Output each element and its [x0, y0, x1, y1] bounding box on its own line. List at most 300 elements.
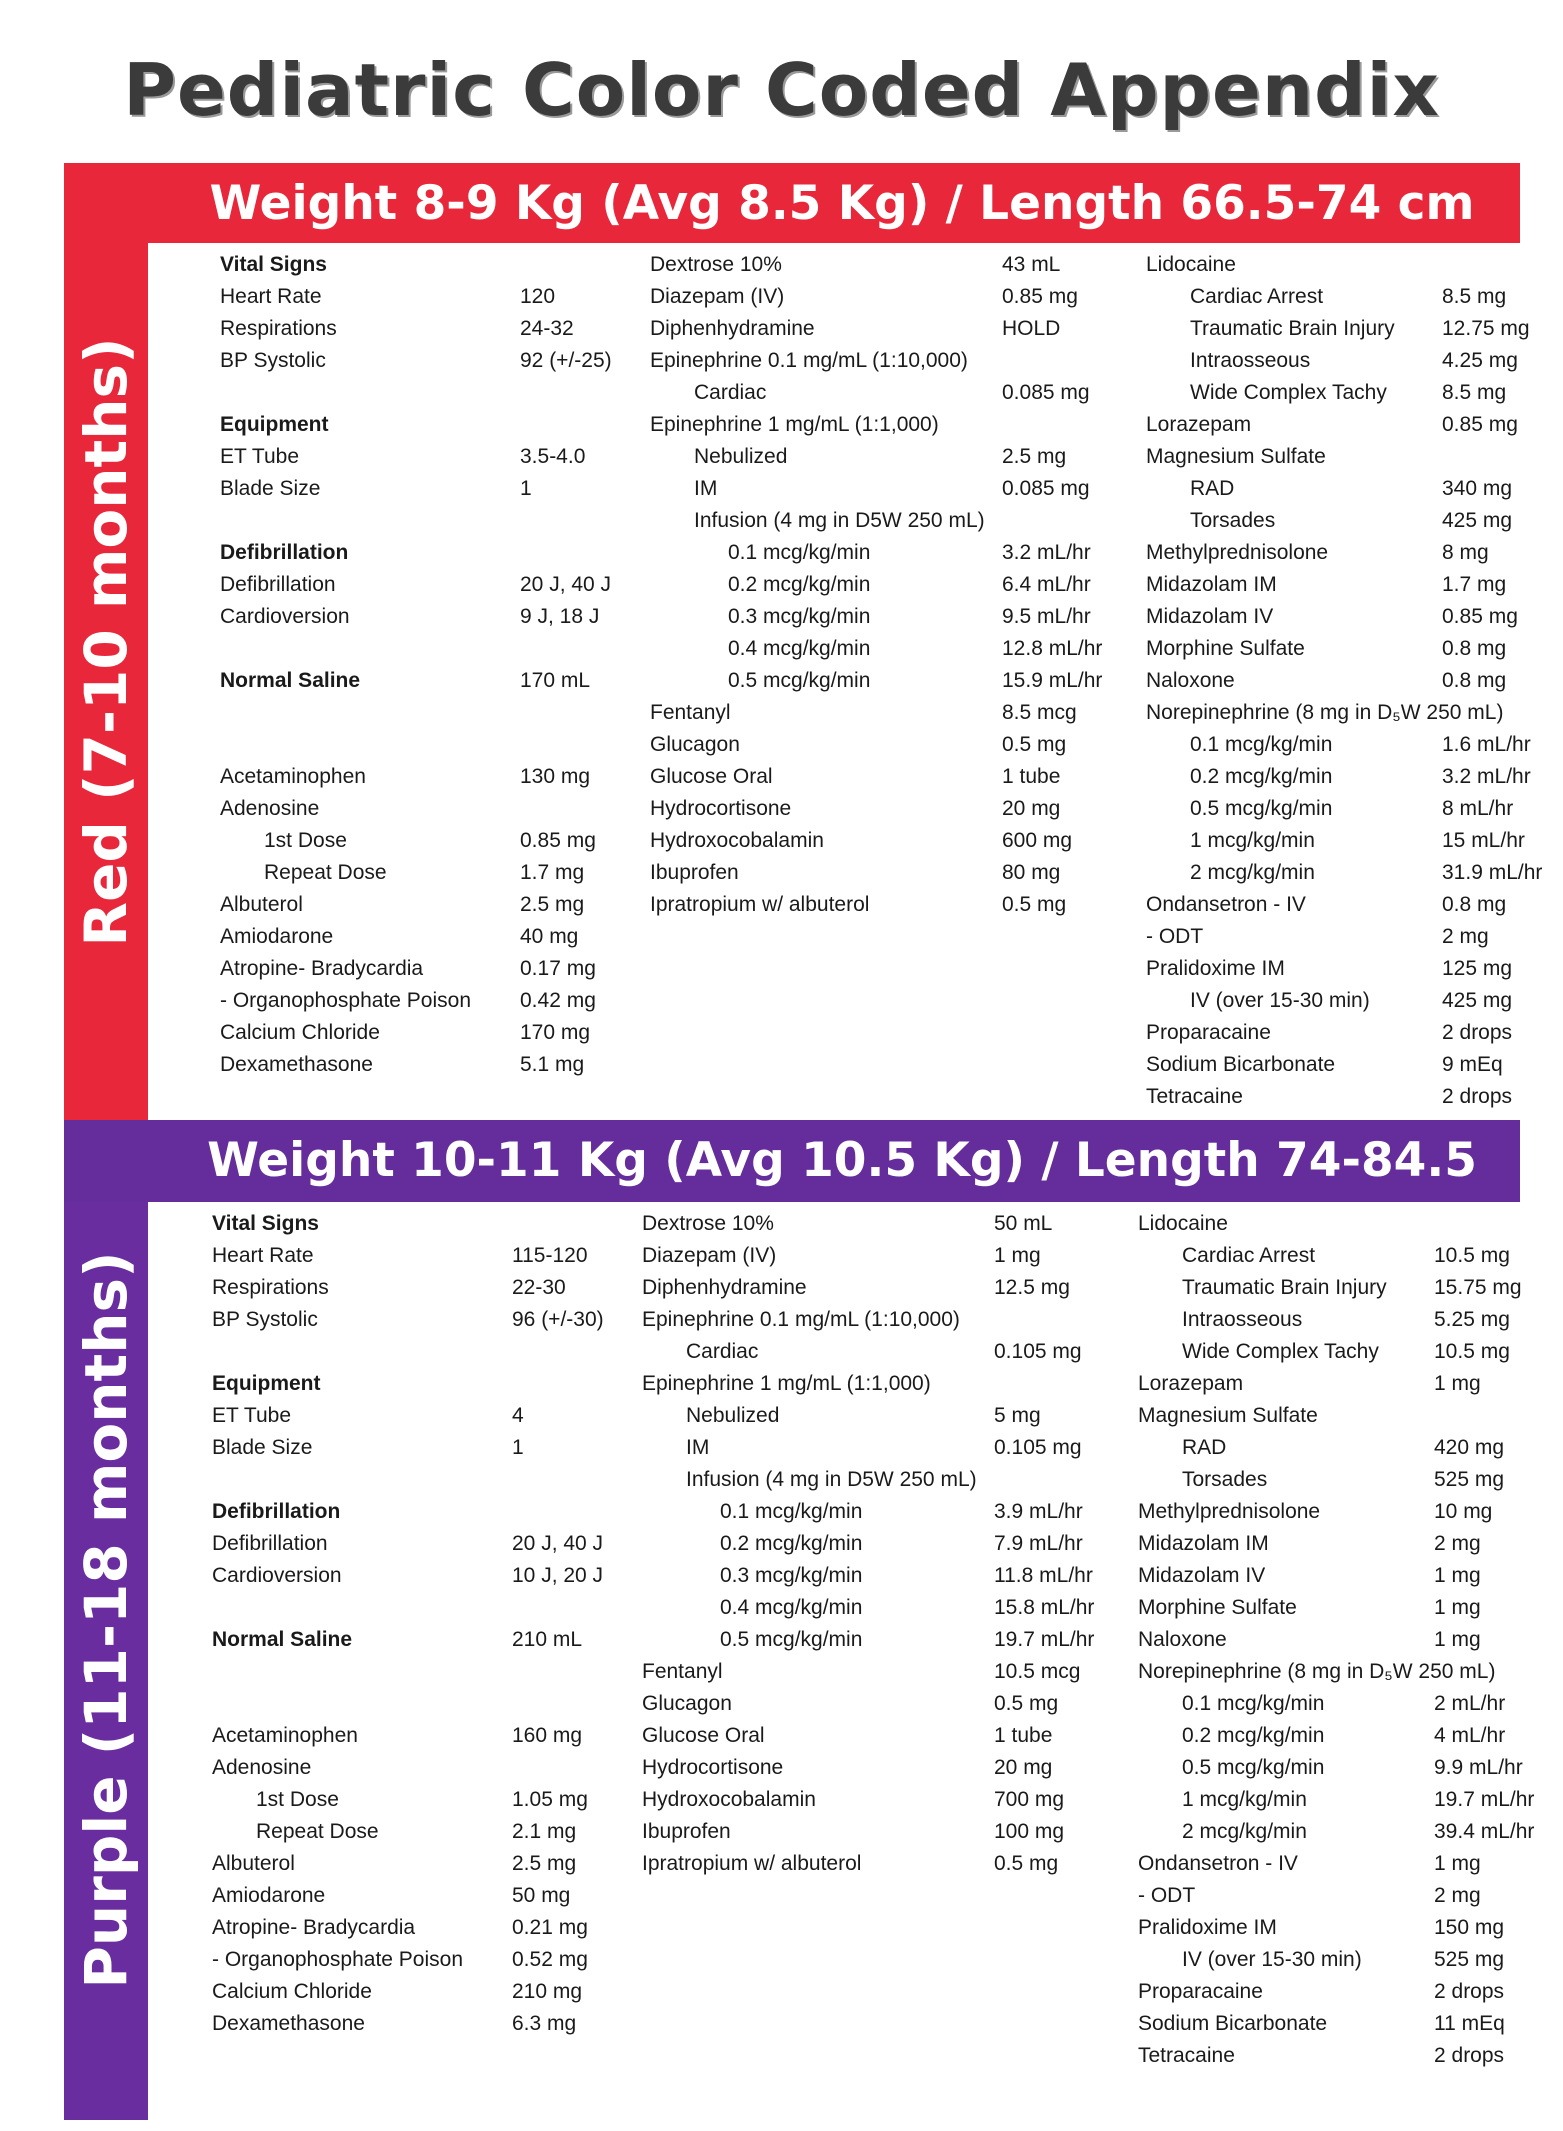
row-value: 2 drops — [1434, 1980, 1505, 2003]
row-value: 20 mg — [1002, 797, 1061, 820]
row-label: Vital Signs — [212, 1212, 319, 1235]
table-row — [220, 985, 640, 1017]
page-title: Pediatric Color Coded Appendix — [123, 48, 1440, 132]
row-label: Adenosine — [220, 797, 320, 820]
table-row — [212, 1432, 632, 1464]
row-label: Calcium Chloride — [220, 1021, 380, 1044]
row-label: Infusion (4 mg in D5W 250 mL) — [694, 509, 985, 532]
row-label: 0.5 mcg/kg/min — [720, 1628, 863, 1651]
section-purple — [64, 1120, 1535, 2120]
table-row — [1138, 1816, 1563, 1848]
table-row — [642, 1528, 1132, 1560]
table-row — [1138, 1656, 1563, 1688]
table-row — [650, 441, 1140, 473]
row-label: Defibrillation — [212, 1532, 328, 1555]
row-label: Cardioversion — [212, 1564, 342, 1587]
row-label: Respirations — [212, 1276, 329, 1299]
row-label: 0.5 mcg/kg/min — [1190, 797, 1333, 820]
row-value: 1.7 mg — [520, 861, 585, 884]
row-label: Traumatic Brain Injury — [1182, 1276, 1387, 1299]
row-value: 1 tube — [1002, 765, 1061, 788]
row-value: 0.85 mg — [1442, 413, 1518, 436]
row-value: 31.9 mL/hr — [1442, 861, 1543, 884]
row-label: Acetaminophen — [212, 1724, 358, 1747]
row-value: 0.5 mg — [994, 1692, 1059, 1715]
row-label: Lorazepam — [1146, 413, 1252, 436]
table-row — [642, 1496, 1132, 1528]
row-value: 1.05 mg — [512, 1788, 588, 1811]
row-value: 100 mg — [994, 1820, 1065, 1843]
table-row — [1146, 505, 1563, 537]
row-value: 1 — [512, 1436, 524, 1459]
row-value: 0.8 mg — [1442, 637, 1507, 660]
row-value: 1 mg — [1434, 1564, 1481, 1587]
header-bar — [64, 1120, 1520, 1202]
row-label: Equipment — [220, 413, 329, 436]
table-row — [220, 441, 640, 473]
table-row — [212, 1400, 632, 1432]
table-row — [1146, 1049, 1563, 1081]
row-label: Ondansetron - IV — [1138, 1852, 1298, 1875]
table-row — [1146, 1017, 1563, 1049]
column-1 — [220, 249, 640, 1081]
row-label: Epinephrine 0.1 mg/mL (1:10,000) — [650, 349, 968, 372]
table-row — [220, 889, 640, 921]
row-label: Magnesium Sulfate — [1138, 1404, 1318, 1427]
table-row — [1138, 1912, 1563, 1944]
side-bar — [64, 163, 148, 1120]
row-value: 125 mg — [1442, 957, 1513, 980]
row-label: Dextrose 10% — [650, 253, 782, 276]
row-value: 15.8 mL/hr — [994, 1596, 1095, 1619]
row-label: Lorazepam — [1138, 1372, 1244, 1395]
row-value: 20 mg — [994, 1756, 1053, 1779]
table-row — [220, 633, 640, 665]
row-label: Lidocaine — [1138, 1212, 1228, 1235]
table-row — [212, 1496, 632, 1528]
table-row — [212, 1816, 632, 1848]
row-label: Methylprednisolone — [1138, 1500, 1321, 1523]
table-row — [642, 1656, 1132, 1688]
table-row — [650, 825, 1140, 857]
row-label: 0.2 mcg/kg/min — [728, 573, 871, 596]
row-label: Hydrocortisone — [650, 797, 792, 820]
row-value: 0.5 mg — [994, 1852, 1059, 1875]
table-row — [212, 1624, 632, 1656]
table-row — [1146, 473, 1563, 505]
dose-table — [148, 1202, 1535, 2120]
row-label: Midazolam IM — [1146, 573, 1277, 596]
row-value: 15 mL/hr — [1442, 829, 1525, 852]
row-label: Nebulized — [686, 1404, 780, 1427]
row-label: Diazepam (IV) — [650, 285, 785, 308]
row-label: 0.1 mcg/kg/min — [1190, 733, 1333, 756]
table-row — [220, 473, 640, 505]
column-3 — [1138, 1208, 1563, 2072]
row-value: 80 mg — [1002, 861, 1061, 884]
row-label: Cardiac — [686, 1340, 759, 1363]
row-value: 115-120 — [512, 1244, 588, 1267]
table-row — [1146, 569, 1563, 601]
table-row — [650, 857, 1140, 889]
row-value: 210 mL — [512, 1628, 583, 1651]
row-label: Diphenhydramine — [642, 1276, 807, 1299]
row-value: 50 mg — [512, 1884, 571, 1907]
table-row — [1138, 2040, 1563, 2072]
row-value: 3.5-4.0 — [520, 445, 586, 468]
column-2 — [650, 249, 1140, 921]
table-row — [1138, 1368, 1563, 1400]
row-label: IV (over 15-30 min) — [1190, 989, 1370, 1012]
table-row — [220, 601, 640, 633]
row-label: Dextrose 10% — [642, 1212, 774, 1235]
table-row — [1146, 409, 1563, 441]
row-label: 0.1 mcg/kg/min — [1182, 1692, 1325, 1715]
row-value: 20 J, 40 J — [520, 573, 612, 596]
row-label: Midazolam IV — [1138, 1564, 1266, 1587]
row-label: Torsades — [1190, 509, 1276, 532]
table-row — [1146, 665, 1563, 697]
table-row — [650, 601, 1140, 633]
row-label: Fentanyl — [650, 701, 731, 724]
row-value: 4 — [512, 1404, 524, 1427]
row-value: 10 mg — [1434, 1500, 1493, 1523]
row-value: 22-30 — [512, 1276, 566, 1299]
row-label: Sodium Bicarbonate — [1138, 2012, 1328, 2035]
row-label: Cardiac Arrest — [1182, 1244, 1316, 1267]
table-row — [1146, 377, 1563, 409]
row-value: 92 (+/-25) — [520, 349, 612, 372]
row-label: Adenosine — [212, 1756, 312, 1779]
table-row — [650, 281, 1140, 313]
row-label: RAD — [1182, 1436, 1227, 1459]
row-label: Blade Size — [212, 1436, 313, 1459]
table-row — [642, 1784, 1132, 1816]
table-row — [1138, 1720, 1563, 1752]
row-label: ET Tube — [212, 1404, 291, 1427]
row-label: Dexamethasone — [212, 2012, 365, 2035]
row-value: 5.25 mg — [1434, 1308, 1510, 1331]
row-value: 5.1 mg — [520, 1053, 585, 1076]
table-row — [650, 345, 1140, 377]
table-row — [212, 1752, 632, 1784]
row-value: 1 mg — [1434, 1372, 1481, 1395]
table-row — [220, 953, 640, 985]
row-value: 2.5 mg — [1002, 445, 1067, 468]
row-label: Tetracaine — [1138, 2044, 1235, 2067]
row-label: Infusion (4 mg in D5W 250 mL) — [686, 1468, 977, 1491]
table-row — [642, 1816, 1132, 1848]
table-row — [1146, 985, 1563, 1017]
row-label: Midazolam IM — [1138, 1532, 1269, 1555]
table-row — [1146, 857, 1563, 889]
row-label: Diphenhydramine — [650, 317, 815, 340]
row-value: 2 mL/hr — [1434, 1692, 1506, 1715]
row-label: - Organophosphate Poison — [212, 1948, 464, 1971]
table-row — [1146, 537, 1563, 569]
table-row — [650, 409, 1140, 441]
table-row — [1138, 1976, 1563, 2008]
table-row — [642, 1240, 1132, 1272]
table-row — [642, 1464, 1132, 1496]
table-row — [212, 1880, 632, 1912]
table-row — [1146, 729, 1563, 761]
table-row — [1138, 1208, 1563, 1240]
row-value: 2 drops — [1442, 1085, 1513, 1108]
column-3 — [1146, 249, 1563, 1113]
row-label: 0.2 mcg/kg/min — [1182, 1724, 1325, 1747]
table-row — [1146, 281, 1563, 313]
row-label: Atropine- Bradycardia — [212, 1916, 416, 1939]
row-value: 9 mEq — [1442, 1053, 1503, 1076]
row-value: 1 mg — [994, 1244, 1041, 1267]
table-row — [1138, 1560, 1563, 1592]
row-value: 4 mL/hr — [1434, 1724, 1506, 1747]
table-row — [1146, 793, 1563, 825]
table-row — [220, 825, 640, 857]
row-value: 0.8 mg — [1442, 893, 1507, 916]
table-row — [212, 1912, 632, 1944]
row-label: IM — [694, 477, 718, 500]
row-label: Defibrillation — [220, 541, 349, 564]
row-value: 3.2 mL/hr — [1002, 541, 1091, 564]
table-row — [212, 2008, 632, 2040]
row-value: 39.4 mL/hr — [1434, 1820, 1535, 1843]
row-label: Hydroxocobalamin — [642, 1788, 816, 1811]
row-label: Equipment — [212, 1372, 321, 1395]
table-row — [1146, 761, 1563, 793]
table-row — [1146, 825, 1563, 857]
table-row — [1146, 601, 1563, 633]
row-value: 10.5 mg — [1434, 1340, 1510, 1363]
row-label: Ibuprofen — [650, 861, 739, 884]
row-value: 1 mg — [1434, 1852, 1481, 1875]
row-value: 2 drops — [1442, 1021, 1513, 1044]
side-label: Red (7-10 months) — [72, 336, 140, 947]
row-value: 0.21 mg — [512, 1916, 588, 1939]
table-row — [1146, 633, 1563, 665]
column-2 — [642, 1208, 1132, 1880]
row-value: 96 (+/-30) — [512, 1308, 604, 1331]
table-row — [220, 569, 640, 601]
row-value: 0.5 mg — [1002, 893, 1067, 916]
row-label: Diazepam (IV) — [642, 1244, 777, 1267]
row-label: Wide Complex Tachy — [1182, 1340, 1379, 1363]
table-row — [650, 537, 1140, 569]
table-row — [650, 633, 1140, 665]
row-label: Albuterol — [212, 1852, 295, 1875]
row-value: 2 mg — [1442, 925, 1489, 948]
dose-table — [148, 243, 1543, 1120]
row-value: 525 mg — [1434, 1468, 1505, 1491]
table-row — [650, 793, 1140, 825]
table-row — [650, 665, 1140, 697]
row-label: Pralidoxime IM — [1146, 957, 1285, 980]
row-label: Methylprednisolone — [1146, 541, 1329, 564]
table-row — [642, 1272, 1132, 1304]
row-label: Lidocaine — [1146, 253, 1236, 276]
row-value: 2 mg — [1434, 1884, 1481, 1907]
row-label: 1st Dose — [264, 829, 347, 852]
row-label: 0.4 mcg/kg/min — [728, 637, 871, 660]
row-label: 0.3 mcg/kg/min — [720, 1564, 863, 1587]
row-value: 150 mg — [1434, 1916, 1505, 1939]
row-value: 3.2 mL/hr — [1442, 765, 1531, 788]
table-row — [212, 1336, 632, 1368]
row-value: 0.85 mg — [1442, 605, 1518, 628]
row-value: 2 drops — [1434, 2044, 1505, 2067]
table-row — [650, 505, 1140, 537]
table-row — [642, 1432, 1132, 1464]
row-value: 9.9 mL/hr — [1434, 1756, 1523, 1779]
table-row — [1138, 1464, 1563, 1496]
row-value: 2.1 mg — [512, 1820, 577, 1843]
table-row — [212, 1592, 632, 1624]
row-label: Fentanyl — [642, 1660, 723, 1683]
row-label: Intraosseous — [1190, 349, 1311, 372]
row-value: 8.5 mg — [1442, 381, 1507, 404]
table-row — [212, 1688, 632, 1720]
table-row — [642, 1720, 1132, 1752]
row-value: 50 mL — [994, 1212, 1053, 1235]
row-label: 1 mcg/kg/min — [1182, 1788, 1307, 1811]
row-label: Normal Saline — [212, 1628, 353, 1651]
table-row — [220, 1049, 640, 1081]
row-label: Normal Saline — [220, 669, 361, 692]
row-label: 0.4 mcg/kg/min — [720, 1596, 863, 1619]
row-label: 0.5 mcg/kg/min — [1182, 1756, 1325, 1779]
row-value: 0.5 mg — [1002, 733, 1067, 756]
header-title: Weight 8-9 Kg (Avg 8.5 Kg) / Length 66.5-74 cm — [209, 176, 1475, 231]
row-label: Defibrillation — [212, 1500, 341, 1523]
row-value: 170 mg — [520, 1021, 591, 1044]
row-value: 12.5 mg — [994, 1276, 1070, 1299]
row-label: BP Systolic — [220, 349, 326, 372]
side-label: Purple (11-18 months) — [72, 1251, 140, 1989]
table-row — [650, 377, 1140, 409]
row-label: 0.3 mcg/kg/min — [728, 605, 871, 628]
table-row — [212, 1784, 632, 1816]
table-row — [642, 1368, 1132, 1400]
row-label: Ibuprofen — [642, 1820, 731, 1843]
row-label: 0.2 mcg/kg/min — [720, 1532, 863, 1555]
table-row — [220, 697, 640, 729]
row-label: 2 mcg/kg/min — [1182, 1820, 1307, 1843]
row-label: Norepinephrine (8 mg in D₅W 250 mL) — [1138, 1660, 1496, 1683]
row-label: Proparacaine — [1146, 1021, 1271, 1044]
table-row — [650, 697, 1140, 729]
table-row — [1138, 2008, 1563, 2040]
table-row — [1138, 1496, 1563, 1528]
row-value: 0.8 mg — [1442, 669, 1507, 692]
table-row — [1138, 1592, 1563, 1624]
row-label: Repeat Dose — [256, 1820, 379, 1843]
row-value: 8.5 mcg — [1002, 701, 1077, 724]
table-row — [1146, 1081, 1563, 1113]
row-label: 1 mcg/kg/min — [1190, 829, 1315, 852]
table-row — [220, 857, 640, 889]
table-row — [1138, 1848, 1563, 1880]
row-label: Calcium Chloride — [212, 1980, 372, 2003]
row-label: - Organophosphate Poison — [220, 989, 472, 1012]
table-row — [220, 1017, 640, 1049]
row-value: 340 mg — [1442, 477, 1513, 500]
table-row — [1138, 1336, 1563, 1368]
row-label: 0.1 mcg/kg/min — [728, 541, 871, 564]
table-row — [642, 1560, 1132, 1592]
row-label: Wide Complex Tachy — [1190, 381, 1387, 404]
table-row — [1138, 1880, 1563, 1912]
row-value: 1 — [520, 477, 532, 500]
table-row — [212, 1272, 632, 1304]
row-value: 130 mg — [520, 765, 591, 788]
row-value: 5 mg — [994, 1404, 1041, 1427]
table-row — [212, 1208, 632, 1240]
table-row — [212, 1304, 632, 1336]
row-value: 8.5 mg — [1442, 285, 1507, 308]
table-row — [1146, 889, 1563, 921]
row-label: Glucagon — [642, 1692, 732, 1715]
row-value: 700 mg — [994, 1788, 1065, 1811]
row-label: Midazolam IV — [1146, 605, 1274, 628]
row-value: 1 tube — [994, 1724, 1053, 1747]
row-value: 0.85 mg — [1002, 285, 1078, 308]
row-label: Cardioversion — [220, 605, 350, 628]
row-value: 600 mg — [1002, 829, 1073, 852]
row-label: Pralidoxime IM — [1138, 1916, 1277, 1939]
table-row — [1146, 697, 1563, 729]
row-value: 19.7 mL/hr — [994, 1628, 1095, 1651]
table-row — [1146, 249, 1563, 281]
row-label: Ondansetron - IV — [1146, 893, 1306, 916]
row-label: Traumatic Brain Injury — [1190, 317, 1395, 340]
row-value: 9.5 mL/hr — [1002, 605, 1091, 628]
row-label: 0.1 mcg/kg/min — [720, 1500, 863, 1523]
row-label: Epinephrine 1 mg/mL (1:1,000) — [650, 413, 939, 436]
row-label: Naloxone — [1138, 1628, 1227, 1651]
table-row — [1138, 1688, 1563, 1720]
table-row — [220, 729, 640, 761]
row-value: 10.5 mg — [1434, 1244, 1510, 1267]
row-value: 8 mL/hr — [1442, 797, 1514, 820]
row-label: Cardiac Arrest — [1190, 285, 1324, 308]
row-label: Hydroxocobalamin — [650, 829, 824, 852]
table-row — [1138, 1752, 1563, 1784]
row-label: Tetracaine — [1146, 1085, 1243, 1108]
table-row — [220, 313, 640, 345]
row-label: 2 mcg/kg/min — [1190, 861, 1315, 884]
row-value: 525 mg — [1434, 1948, 1505, 1971]
row-value: 0.105 mg — [994, 1340, 1082, 1363]
table-row — [220, 537, 640, 569]
table-row — [642, 1688, 1132, 1720]
table-row — [1138, 1304, 1563, 1336]
row-label: Acetaminophen — [220, 765, 366, 788]
row-label: Albuterol — [220, 893, 303, 916]
row-value: 12.75 mg — [1442, 317, 1530, 340]
row-label: RAD — [1190, 477, 1235, 500]
table-row — [212, 1240, 632, 1272]
row-value: 15.9 mL/hr — [1002, 669, 1103, 692]
row-value: 6.3 mg — [512, 2012, 577, 2035]
row-value: 0.42 mg — [520, 989, 596, 1012]
table-row — [1138, 1240, 1563, 1272]
column-1 — [212, 1208, 632, 2040]
row-value: 0.17 mg — [520, 957, 596, 980]
row-value: HOLD — [1002, 317, 1061, 340]
row-label: Glucose Oral — [650, 765, 773, 788]
table-row — [1138, 1784, 1563, 1816]
